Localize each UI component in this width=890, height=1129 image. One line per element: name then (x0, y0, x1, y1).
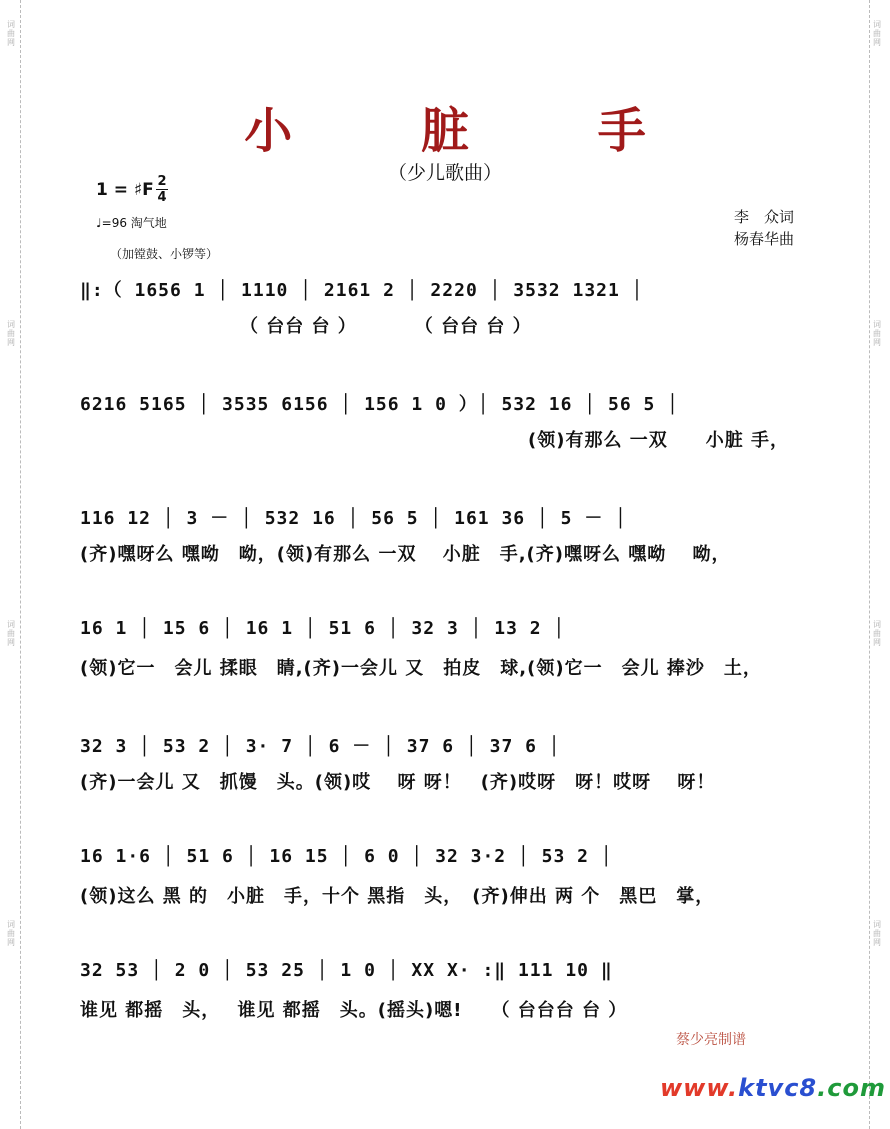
edge-watermark: 词曲网 (7, 620, 15, 647)
score-line-4-notes: 16 1 │ 15 6 │ 16 1 │ 51 6 │ 32 3 │ 13 2 │ (80, 618, 566, 639)
website-part-3: .com (817, 1074, 886, 1102)
score-line-6-lyric: (领)这么 黑 的 小脏 手，十个 黑指 头， (齐)伸出 两 个 黑巴 掌， (80, 886, 715, 907)
score-line-7-lyric: 谁见 都摇 头， 谁见 都摇 头。(摇头)嗯! （ 台台台 台 ） (80, 1000, 628, 1021)
transcriber-credit: 蔡少亮制谱 (676, 1032, 746, 1048)
score-line-1-lyric: （ 台台 台 ） （ 台台 台 ） (240, 316, 532, 337)
website-part-2: ktvc8 (738, 1074, 818, 1102)
lyricist-credit: 李 众词 (734, 208, 795, 226)
time-signature-bottom: 4 (157, 190, 167, 205)
score-line-6-notes: 16 1·6 │ 51 6 │ 16 15 │ 6 0 │ 32 3·2 │ 53 2 │ (80, 846, 613, 867)
time-signature (156, 174, 168, 205)
edge-watermark: 词曲网 (873, 620, 881, 647)
edge-watermark: 词曲网 (7, 20, 15, 47)
score-line-5-lyric: (齐)一会儿 又 抓馒 头。(领)哎 呀 呀！ (齐)哎呀 呀！哎呀 呀！ (80, 772, 716, 793)
edge-watermark: 词曲网 (873, 320, 881, 347)
score-line-7-notes: 32 53 │ 2 0 │ 53 25 │ 1 0 │ XX X· :‖ 111 10 ‖ (80, 960, 613, 981)
score-line-3-lyric: (齐)嘿呀么 嘿呦 呦，(领)有那么 一双 小脏 手,(齐)嘿呀么 嘿呦 呦， (80, 544, 731, 565)
edge-watermark: 词曲网 (873, 920, 881, 947)
website-logo (660, 1074, 886, 1102)
website-part-1: www. (660, 1074, 739, 1102)
composer-credit: 杨春华曲 (734, 230, 795, 248)
edge-watermark: 词曲网 (7, 920, 15, 947)
score-line-1-notes: ‖:（ 1656 1 │ 1110 │ 2161 2 │ 2220 │ 3532 1321 │ (80, 280, 644, 301)
score-line-2-notes: 6216 5165 │ 3535 6156 │ 156 1 0 ）│ 532 16 │ 56 5 │ (80, 394, 680, 415)
edge-watermark: 词曲网 (7, 320, 15, 347)
score-line-3-notes: 116 12 │ 3 － │ 532 16 │ 56 5 │ 161 36 │ 5 － │ (80, 508, 627, 529)
score-line-5-notes: 32 3 │ 53 2 │ 3· 7 │ 6 － │ 37 6 │ 37 6 │ (80, 736, 561, 757)
song-subtitle: （少儿歌曲） (387, 162, 502, 184)
instrument-note: （加镗鼓、小锣等） (110, 247, 219, 261)
tempo-marking: ♩=96 淘气地 (96, 216, 167, 230)
time-signature-top: 2 (157, 174, 167, 189)
score-line-2-lyric: (领)有那么 一双 小脏 手， (528, 430, 789, 451)
key-signature: 1 = ♯F (96, 180, 154, 200)
edge-watermark: 词曲网 (873, 20, 881, 47)
score-line-4-lyric: (领)它一 会儿 揉眼 睛,(齐)一会儿 又 拍皮 球,(领)它一 会儿 捧沙 土， (80, 658, 762, 679)
song-title: 小 脏 手 (244, 103, 702, 159)
